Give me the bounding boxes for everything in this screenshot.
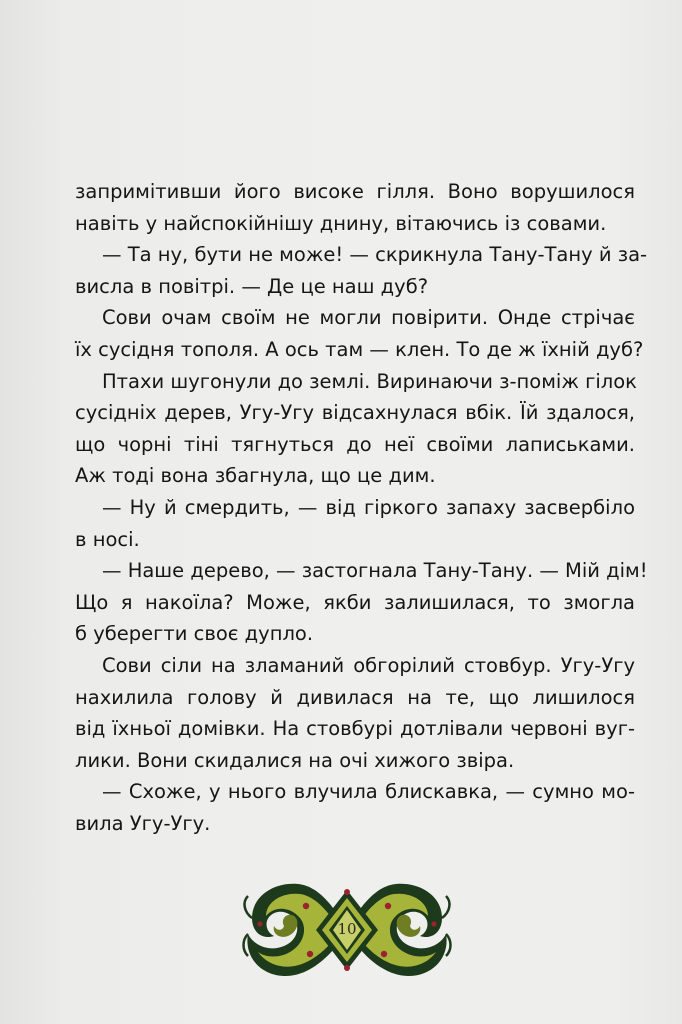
page-number: 10 <box>337 920 357 938</box>
text-line: Сови сіли на зламаний обгорілий стовбур. Угу-Угу <box>102 653 635 677</box>
text-line: лики. Вони скидалися на очі хижого звіра. <box>75 748 515 772</box>
text-line: Аж тоді вона збагнула, що це дим. <box>75 464 436 488</box>
text-line: в носі. <box>75 527 140 551</box>
text-line: навіть у найспокійнішу днину, вітаючись із совами. <box>75 211 607 235</box>
text-line: б уберегти своє дупло. <box>75 622 314 646</box>
text-line: вила Угу-Угу. <box>75 811 211 835</box>
text-line: Що я накоїла? Може, якби залишилася, то змогла <box>75 590 635 614</box>
text-line: — Та ну, бути не може! — скрикнула Тану-Тану й за- <box>102 243 648 267</box>
text-line: висла в повітрі. — Де це наш дуб? <box>75 274 429 298</box>
text-line: Сови очам своїм не могли повірити. Онде стрічає <box>102 306 635 330</box>
text-line: запримітивши його високе гілля. Воно ворушилося <box>75 180 635 203</box>
text-line: від їхньої домівки. На стовбурі дотлівали червоні вуг- <box>75 717 635 741</box>
text-line: їх сусідня тополя. А ось там — клен. То де ж їхній дуб? <box>75 337 644 361</box>
text-line: що чорні тіні тягнуться до неї своїми лаписьками. <box>75 432 635 456</box>
text-line: Птахи шугонули до землі. Виринаючи з-поміж гілок <box>102 369 637 393</box>
text-line: сусідніх дерев, Угу-Угу відсахнулася вбік. Їй здалося, <box>75 401 635 425</box>
text-line: — Ну й смердить, — від гіркого запаху засвербіло <box>102 495 635 519</box>
text-line: — Наше дерево, — застогнала Тану-Тану. — Мій дім! <box>102 559 648 583</box>
story-text <box>75 176 648 839</box>
text-line: нахилила голову й дивилася на те, що лишилося <box>75 685 635 709</box>
text-line: — Схоже, у нього влучила блискавка, — сумно мо- <box>102 780 635 804</box>
